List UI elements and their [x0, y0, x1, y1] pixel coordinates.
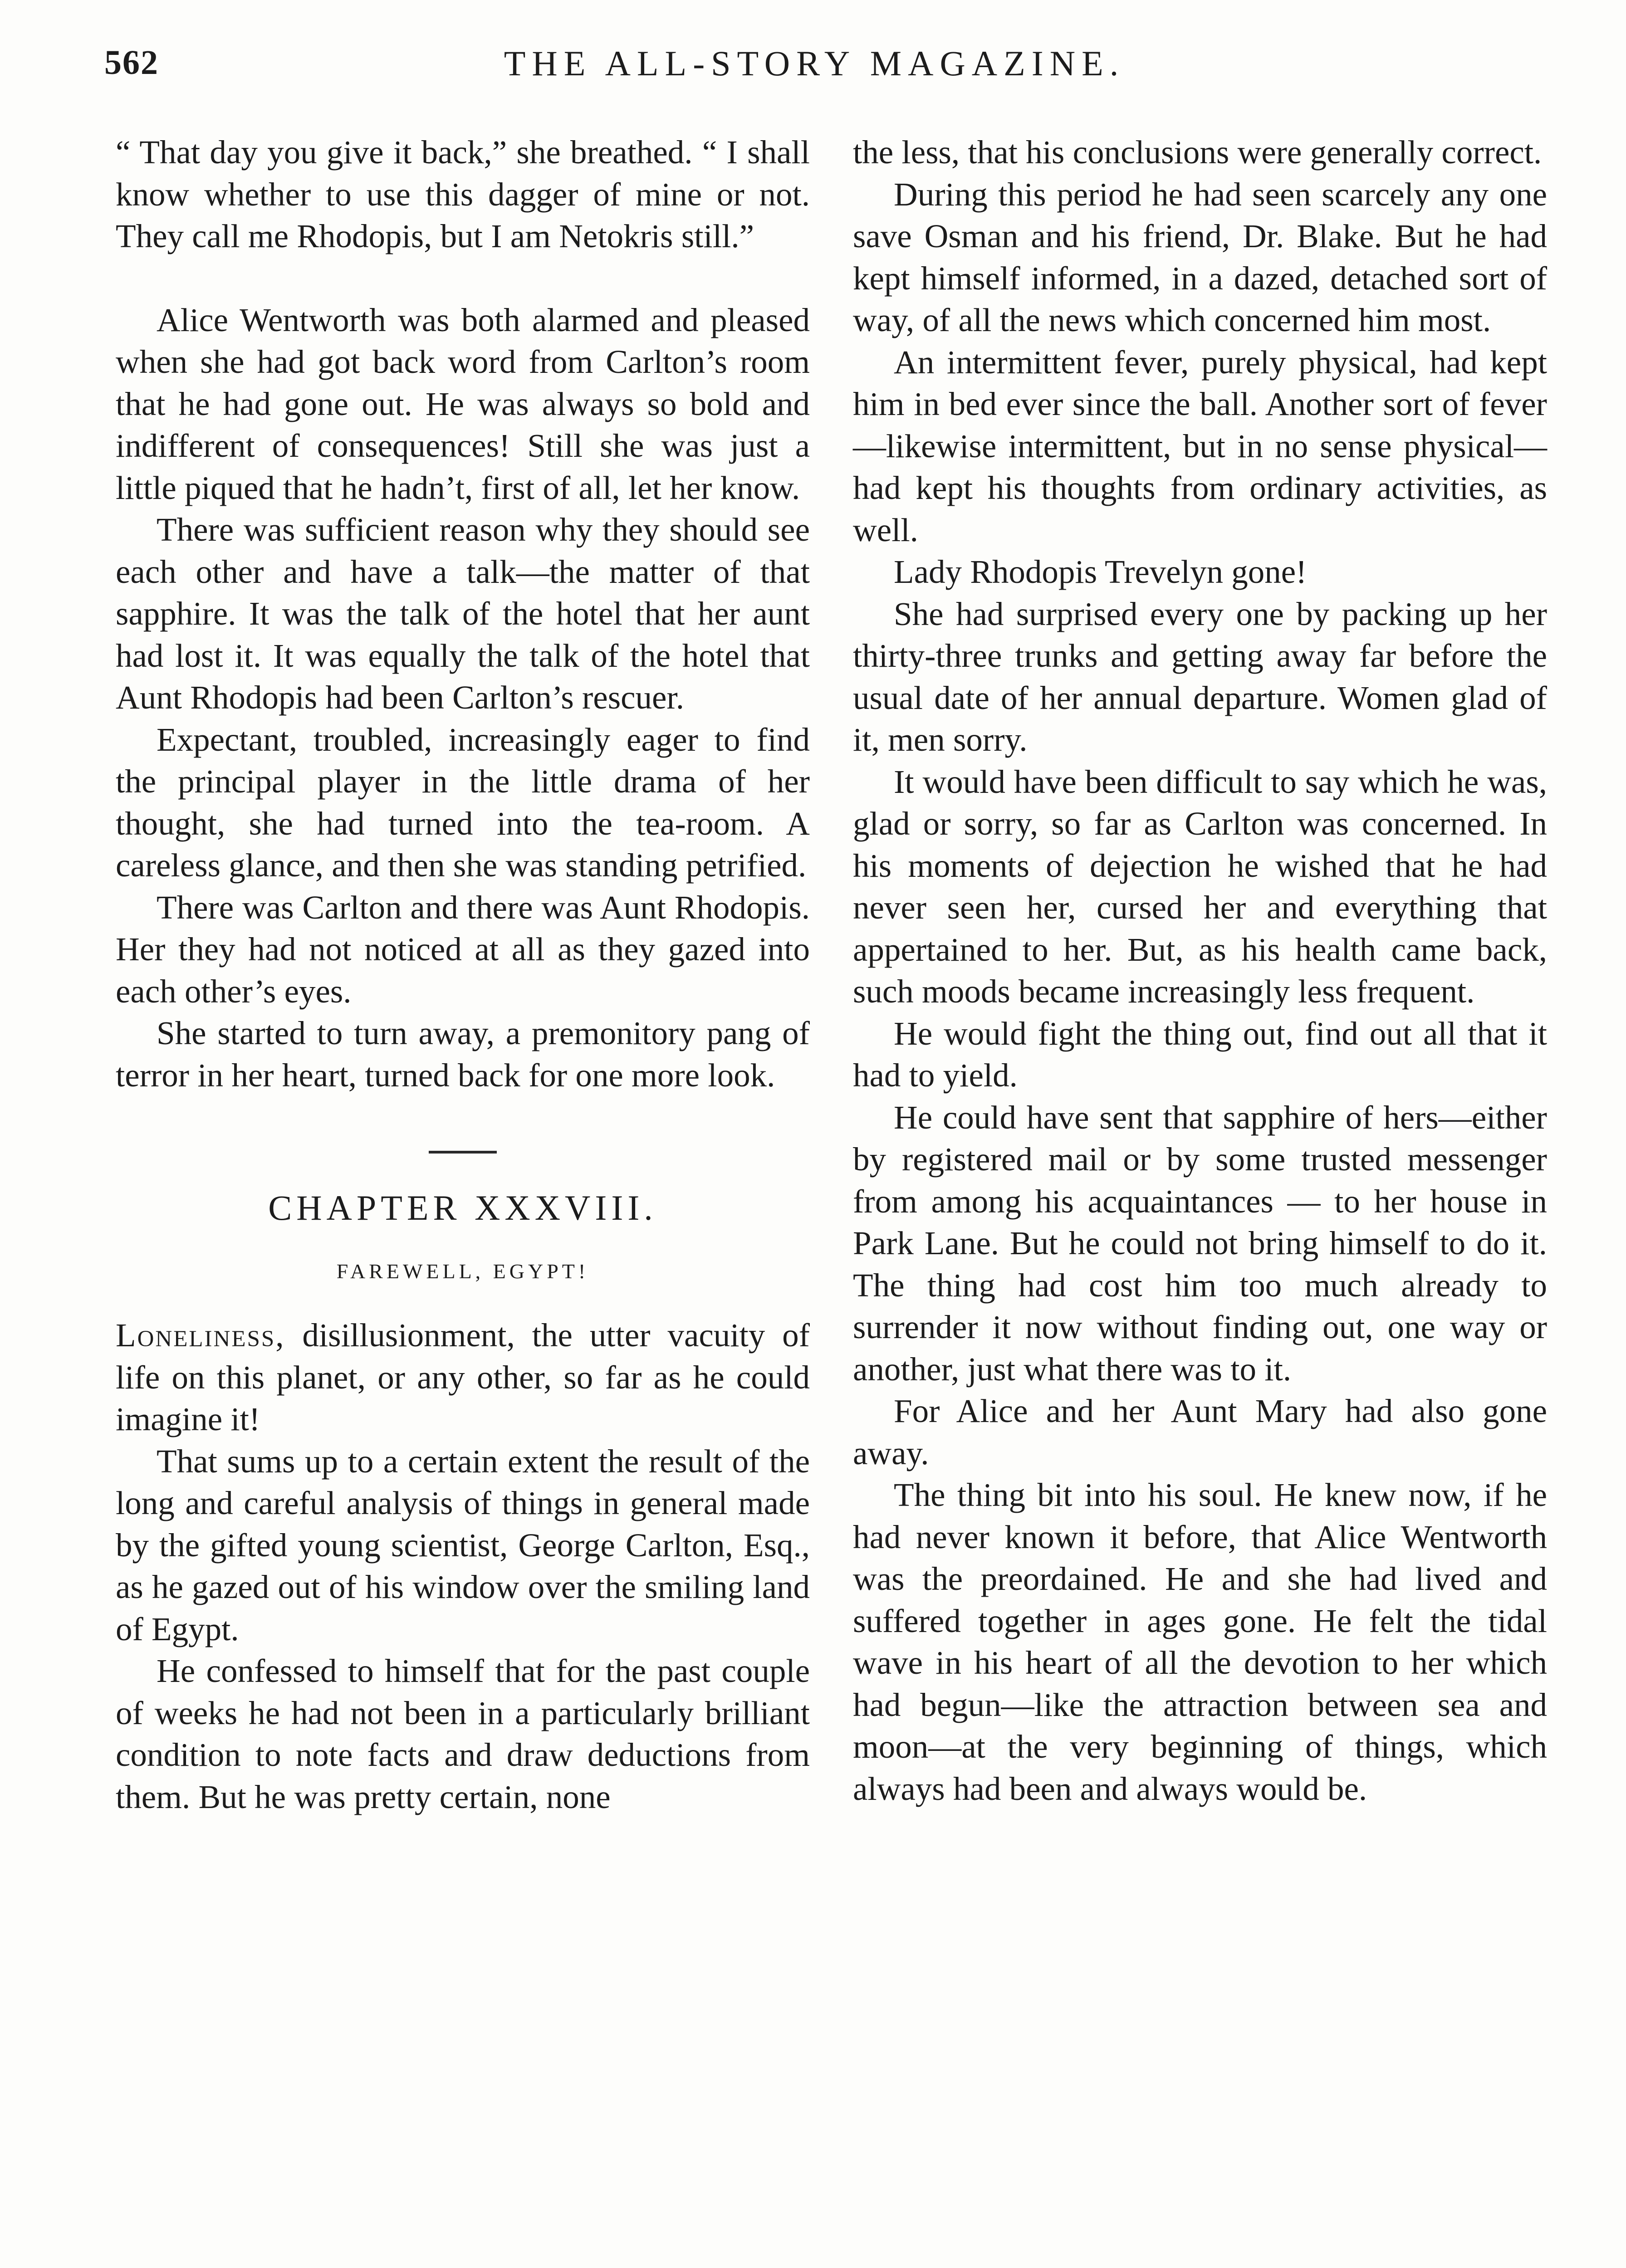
chapter-subtitle: FAREWELL, EGYPT! [336, 1260, 589, 1283]
paragraph: For Alice and her Aunt Mary had also gone away. [853, 1393, 1547, 1471]
chapter-title: CHAPTER XXXVIII. [268, 1188, 657, 1227]
section-divider [429, 1151, 497, 1154]
left-column [116, 132, 810, 1818]
paragraph: He confessed to himself that for the past couple of weeks he had not been in a particularly brilliant condition to note facts and draw deductions from them. But he was pretty certain, none [116, 1652, 810, 1815]
paragraph: Lady Rhodopis Trevelyn gone! [894, 553, 1307, 590]
page-number: 562 [104, 44, 159, 82]
paragraph: There was Carlton and there was Aunt Rhodopis. Her they had not noticed at all as they gazed into each other’s eyes. [116, 889, 810, 1010]
paragraph: She started to turn away, a premonitory pang of terror in her heart, turned back for one more look. [116, 1015, 810, 1094]
right-column [853, 132, 1547, 1810]
paragraph: It would have been difficult to say which he was, glad or sorry, so far as Carlton was concerned. In his moments of dejection he wished that he had never seen her, cursed her and everything that appertained to her. But, as his health came back, such moods became increasingly less frequent. [853, 763, 1547, 1010]
paragraph: During this period he had seen scarcely any one save Osman and his friend, Dr. Blake. But he had kept himself informed, in a dazed, detached sort of way, of all the news which concerned him most. [853, 176, 1547, 338]
chapter-opening-paragraph [116, 1315, 810, 1441]
paragraph: The thing bit into his soul. He knew now, if he had never known it before, that Alice Wentworth was the preordained. He and she had lived and suffered together in ages gone. He felt the tidal wave in his heart of all the devotion to her which had begun—like the attraction between sea and moon—at the very beginning of things, which always had been and always would be. [853, 1476, 1547, 1807]
paragraph: An intermittent fever, purely physical, had kept him in bed ever since the ball. Another sort of fever—likewise intermittent, but in no sense physical—had kept his thoughts from ordinary activities, as well. [853, 343, 1547, 548]
page-header [104, 43, 1524, 93]
paragraph: Expectant, troubled, increasingly eager to find the principal player in the little drama of her thought, she had turned into the tea-room. A careless glance, and then she was standing petrified. [116, 721, 810, 884]
paragraph: He would fight the thing out, find out all that it had to yield. [853, 1015, 1547, 1094]
paragraph: He could have sent that sapphire of hers—either by registered mail or by some trusted messenger from among his acquaintances — to her house in Park Lane. But he could not bring himself to do it. The thing had cost him too much already to surrender it now without finding out, one way or another, just what there was to it. [853, 1099, 1547, 1388]
running-title: THE ALL-STORY MAGAZINE. [504, 44, 1125, 83]
chapter-lead-word: Loneliness, [116, 1317, 285, 1354]
paragraph: “ That day you give it back,” she breathed. “ I shall know whether to use this dagger of mine or not. They call me Rhodopis, but I am Netokris still.” [116, 134, 810, 254]
paragraph: That sums up to a certain extent the result of the long and careful analysis of things in general made by the gifted young scientist, George Carlton, Esq., as he gazed out of his window over the smiling land of Egypt. [116, 1442, 810, 1647]
paragraph-text: disillusionment, the utter vacuity of life on this planet, or any other, so far as he could imagine it! [116, 1317, 810, 1437]
paragraph: the less, that his conclusions were generally correct. [853, 134, 1542, 171]
paragraph: There was sufficient reason why they should see each other and have a talk—the matter of that sapphire. It was the talk of the hotel that her aunt had lost it. It was equally the talk of the hotel that Aunt Rhodopis had been Carlton’s rescuer. [116, 511, 810, 716]
paragraph: She had surprised every one by packing up her thirty-three trunks and getting away far before the usual date of her annual departure. Women glad of it, men sorry. [853, 595, 1547, 758]
paragraph: Alice Wentworth was both alarmed and pleased when she had got back word from Carlton’s room that he had gone out. He was always so bold and indifferent of consequences! Still she was just a little piqued that he hadn’t, first of all, let her know. [116, 301, 810, 506]
